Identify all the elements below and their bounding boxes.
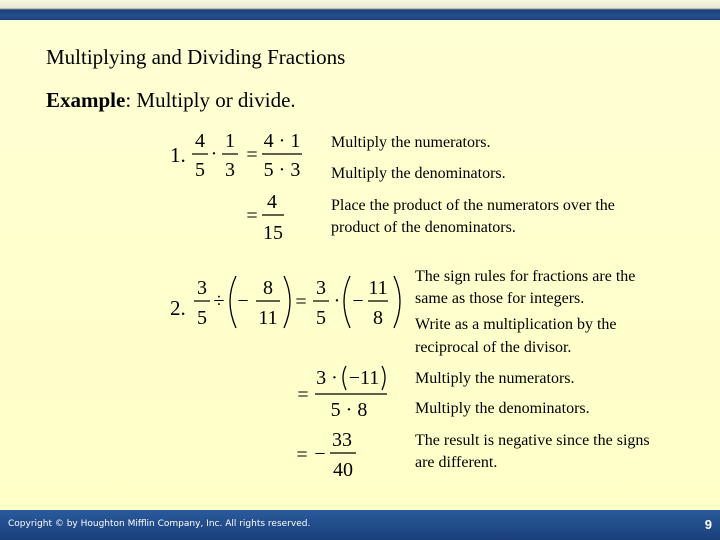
slide-title: Multiplying and Dividing Fractions bbox=[46, 45, 346, 69]
problem-1-math bbox=[190, 128, 310, 248]
p2-f-den: 40 bbox=[333, 459, 353, 481]
problem-2-label: 2. bbox=[170, 296, 186, 320]
p2-note-5: Multiply the numerators. bbox=[415, 370, 575, 387]
p2-note-3: Write as a multiplication by the bbox=[415, 316, 617, 333]
example-text: : Multiply or divide. bbox=[125, 88, 296, 112]
p2-c-num: 3 bbox=[316, 277, 326, 299]
p2-a-den: 5 bbox=[197, 307, 207, 329]
p1-note-2: Multiply the denominators. bbox=[331, 165, 506, 182]
p2-f-num: 33 bbox=[332, 429, 352, 451]
p1-note-3: Place the product of the numerators over the bbox=[331, 197, 615, 214]
p2-minus-3: − bbox=[314, 443, 326, 465]
p2-note-4: reciprocal of the divisor. bbox=[415, 339, 572, 356]
p2-minus-1: − bbox=[237, 290, 249, 312]
p2-div: ÷ bbox=[213, 290, 225, 312]
p2-a-num: 3 bbox=[197, 277, 207, 299]
p2-eq-2: = bbox=[297, 384, 309, 406]
p1-f1-num: 4 bbox=[195, 130, 205, 152]
p2-dot: · bbox=[333, 290, 341, 312]
example-label: Example bbox=[46, 88, 126, 112]
p2-d-num: 11 bbox=[368, 277, 388, 299]
p1-eq-2: = bbox=[246, 205, 258, 227]
p2-c-den: 5 bbox=[316, 307, 326, 329]
p2-b-num: 8 bbox=[263, 277, 273, 299]
copyright-text: Copyright © by Houghton Mifflin Company, Inc. All rights reserved. bbox=[8, 519, 311, 529]
example-heading bbox=[46, 88, 296, 113]
p2-eq-1: = bbox=[295, 291, 307, 313]
p2-e-den: 5 · 8 bbox=[330, 399, 368, 421]
p1-note-4: product of the denominators. bbox=[331, 219, 516, 236]
p2-rparen-3 bbox=[382, 366, 385, 390]
top-band bbox=[0, 0, 720, 20]
p2-lparen-1 bbox=[230, 276, 236, 328]
p2-note-1: The sign rules for fractions are the bbox=[415, 268, 636, 285]
p1-eq-1: = bbox=[246, 144, 258, 166]
p2-minus-2: − bbox=[352, 290, 364, 312]
p1-dot: · bbox=[210, 143, 218, 165]
p2-d-den: 8 bbox=[373, 307, 383, 329]
p1-f4-num: 4 bbox=[267, 191, 277, 213]
p2-eq-3: = bbox=[296, 444, 308, 466]
p1-f3-den: 5 · 3 bbox=[263, 159, 301, 181]
p1-f2-den: 3 bbox=[225, 159, 235, 181]
p1-f3-num: 4 · 1 bbox=[263, 130, 301, 152]
p1-f2-num: 1 bbox=[225, 130, 235, 152]
p2-b-den: 11 bbox=[258, 307, 278, 329]
p1-f4-den: 15 bbox=[263, 222, 283, 244]
p2-note-7: The result is negative since the signs bbox=[415, 432, 650, 449]
p2-note-6: Multiply the denominators. bbox=[415, 400, 590, 417]
page-number: 9 bbox=[704, 517, 712, 532]
p2-e-num-a: 3 · bbox=[316, 367, 338, 389]
p2-rparen-2 bbox=[394, 276, 400, 328]
p2-rparen-1 bbox=[284, 276, 290, 328]
p2-e-num-b: −11 bbox=[348, 367, 380, 389]
problem-1-label: 1. bbox=[170, 143, 186, 167]
p2-lparen-3 bbox=[343, 366, 346, 390]
p2-lparen-2 bbox=[344, 276, 350, 328]
p2-note-8: are different. bbox=[415, 454, 498, 471]
p1-note-1: Multiply the numerators. bbox=[331, 134, 491, 151]
footer-bar bbox=[0, 510, 720, 540]
p1-f1-den: 5 bbox=[195, 159, 205, 181]
problem-2-math bbox=[190, 270, 410, 490]
p2-note-2: same as those for integers. bbox=[415, 290, 585, 307]
